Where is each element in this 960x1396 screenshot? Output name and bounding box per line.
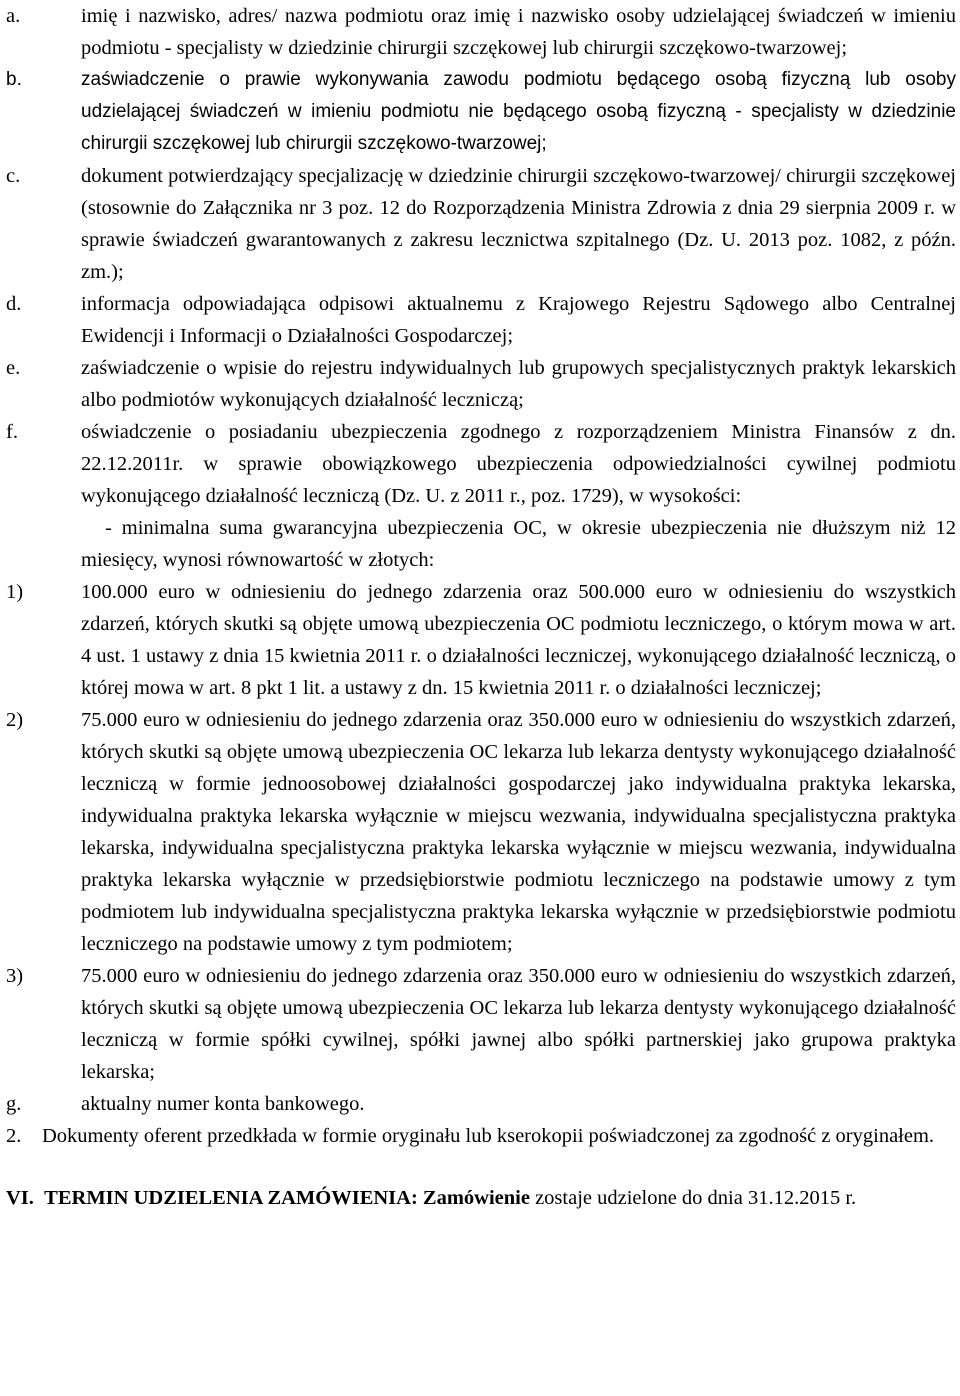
section-bold-word: Zamówienie [422,1187,530,1209]
minimum-sum-paragraph: - minimalna suma gwarancyjna ubezpieczenia OC, w okresie ubezpieczenia nie dłuższym niż 12 miesięcy, wynosi równowartość w złotych: [81,517,956,571]
section-text: zostaje udzielone do dnia 31.12.2015 r. [535,1187,857,1209]
list-item-text: 75.000 euro w odniesieniu do jednego zdarzenia oraz 350.000 euro w odniesieniu do wszystkich zdarzeń, których skutki są objęte umową ubezpieczenia OC lekarza lub lekarza dentysty wykonującego działalność leczniczą w formie spółki cywilnej, spółki jawnej albo spółki partnerskiej jako grupowa praktyka lekarska; [81,965,956,1083]
list-marker: 3) [6,965,24,987]
list-item-text: oświadczenie o posiadaniu ubezpieczenia zgodnego z rozporządzeniem Ministra Finansów z dn. 22.12.2011r. w sprawie obowiązkowego ubezpieczenia odpowiedzialności cywilnej podmiotu wykonującego działalność leczniczą (Dz. U. z 2011 r., poz. 1729), w wysokości: [81,421,956,507]
list-item-text: 75.000 euro w odniesieniu do jednego zdarzenia oraz 350.000 euro w odniesieniu do wszystkich zdarzeń, których skutki są objęte umową ubezpieczenia OC lekarza lub lekarza dentysty wykonującego działalność leczniczą w formie jednoosobowej działalności gospodarczej jako indywidualna praktyka lekarska, indywidualna praktyka lekarska wyłącznie w miejscu wezwania, indywidualna specjalistyczna praktyka lekarska, indywidualna specjalistyczna praktyka lekarska wyłącznie w miejscu wezwania, indywidualna praktyka lekarska wyłącznie w przedsiębiorstwie podmiotu leczniczego na podstawie umowy z tym podmiotem lub indywidualna specjalistyczna praktyka lekarska wyłącznie w przedsiębiorstwie podmiotu leczniczego na podstawie umowy z tym podmiotem; [81,709,956,955]
list-item-3 [6,960,956,1088]
list-item-text: zaświadczenie o wpisie do rejestru indywidualnych lub grupowych specjalistycznych praktyk lekarskich albo podmiotów wykonujących działalność leczniczą; [81,357,956,411]
list-item-text: 100.000 euro w odniesieniu do jednego zdarzenia oraz 500.000 euro w odniesieniu do wszystkich zdarzeń, których skutki są objęte umową ubezpieczenia OC podmiotu leczniczego, o którym mowa w art. 4 ust. 1 ustawy z dnia 15 kwietnia 2011 r. o działalności leczniczej, wykonującego działalność leczniczą, o której mowa w art. 8 pkt 1 lit. a ustawy z dn. 15 kwietnia 2011 r. o działalności leczniczej; [81,581,956,699]
document-page [6,0,956,1214]
list-item-text: aktualny numer konta bankowego. [81,1093,365,1115]
list-item-e [6,352,956,416]
list-item-g [6,1088,956,1120]
point-2 [6,1120,956,1152]
list-marker: d. [6,293,22,315]
list-marker: 1) [6,581,24,603]
list-marker: e. [6,357,21,379]
list-marker: 2. [6,1125,22,1147]
list-marker: c. [6,165,21,187]
list-marker: 2) [6,709,24,731]
section-number: VI. [6,1187,34,1209]
list-item-text: dokument potwierdzający specjalizację w dziedzinie chirurgii szczękowo-twarzowej/ chirurgii szczękowej (stosownie do Załącznika nr 3 poz. 12 do Rozporządzenia Ministra Zdrowia z dnia 29 sierpnia 2009 r. w sprawie świadczeń gwarantowanych z zakresu lecznictwa szpitalnego (Dz. U. 2013 poz. 1082, z późn. zm.); [81,165,956,283]
list-item-d [6,288,956,352]
list-item-b [6,64,956,160]
list-item-2 [6,704,956,960]
list-marker: g. [6,1093,22,1115]
list-item-1 [6,576,956,704]
list-marker: a. [6,5,21,27]
list-marker: f. [6,421,18,443]
list-item-c [6,160,956,288]
section-title: TERMIN UDZIELENIA ZAMÓWIENIA: [44,1187,418,1209]
list-item-text: informacja odpowiadająca odpisowi aktualnemu z Krajowego Rejestru Sądowego albo Centralnej Ewidencji i Informacji o Działalności Gospodarczej; [81,293,956,347]
list-marker: b. [6,69,22,90]
point-2-text: Dokumenty oferent przedkłada w formie oryginału lub kserokopii poświadczonej za zgodność z oryginałem. [42,1125,935,1147]
list-item-text: imię i nazwisko, adres/ nazwa podmiotu oraz imię i nazwisko osoby udzielającej świadczeń w imieniu podmiotu - specjalisty w dziedzinie chirurgii szczękowej lub chirurgii szczękowo-twarzowej; [81,5,956,59]
section-vi [6,1182,956,1214]
list-item-f [6,416,956,512]
list-item-text: zaświadczenie o prawie wykonywania zawodu podmiotu będącego osobą fizyczną lub osoby udzielającej świadczeń w imieniu podmiotu nie będącego osobą fizyczną - specjalisty w dziedzinie chirurgii szczękowej lub chirurgii szczękowo-twarzowej; [81,69,956,154]
list-item-a [6,0,956,64]
